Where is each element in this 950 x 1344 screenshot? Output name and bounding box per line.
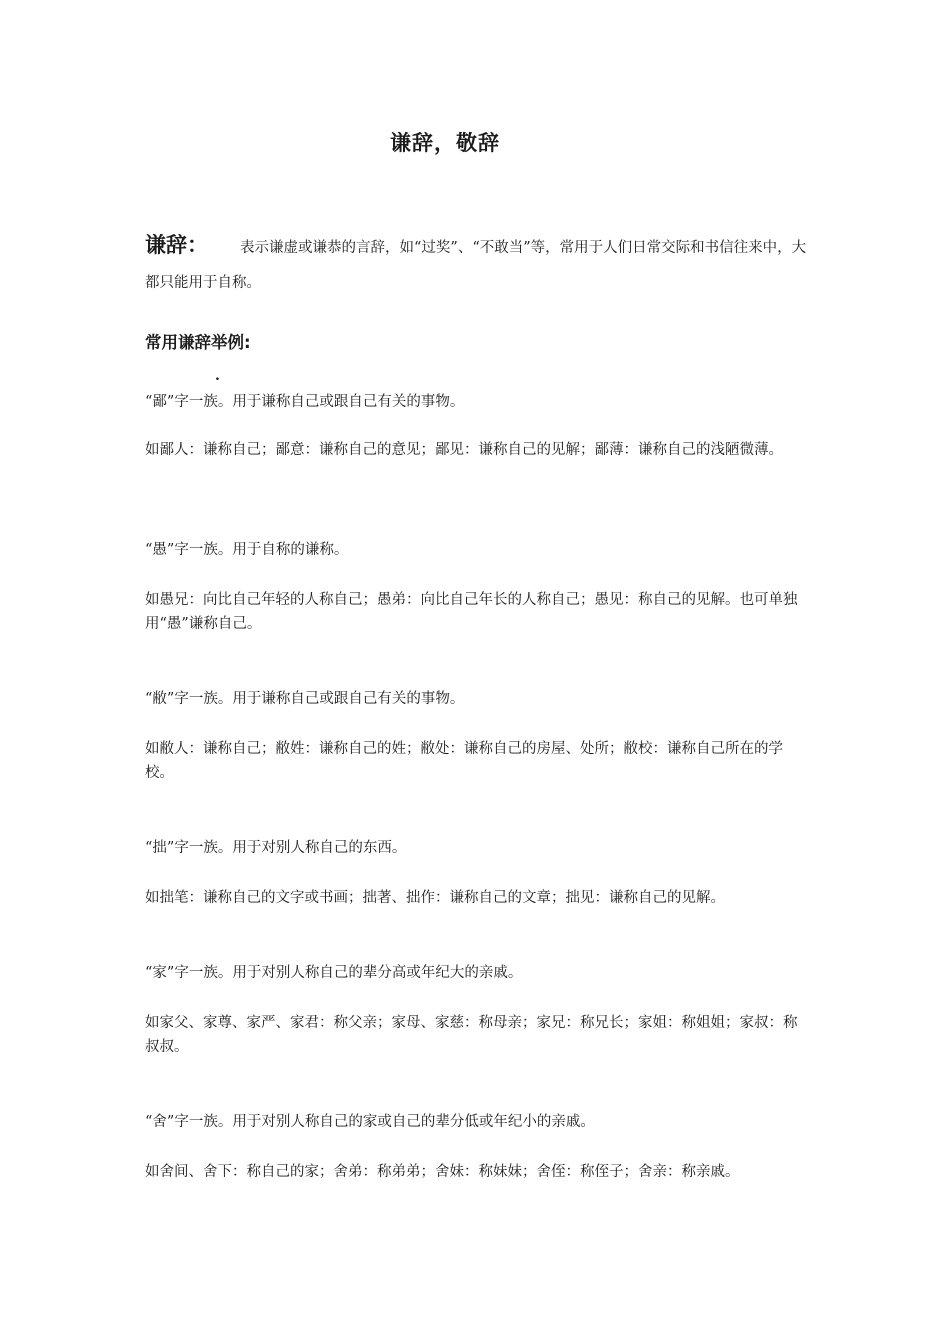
group-examples-she: 如舍间、舍下：称自己的家；舍弟：称弟弟；舍妹：称妹妹；舍侄：称侄子；舍亲：称亲戚。 <box>145 1164 740 1180</box>
group-examples-yu: 如愚兄：向比自己年轻的人称自己；愚弟：向比自己年长的人称自己；愚见：称自己的见解。也可单独用“愚”谦称自己。 <box>145 592 798 632</box>
intro-paragraph <box>145 228 810 301</box>
stray-dot: . <box>215 368 220 384</box>
page-title: 谦辞，敬辞 <box>390 131 500 155</box>
group-examples-zhuo: 如拙笔：谦称自己的文字或书画；拙著、拙作：谦称自己的文章；拙见：谦称自己的见解。 <box>145 890 725 906</box>
group-heading-bi: “鄙”字一族。用于谦称自己或跟自己有关的事物。 <box>145 394 465 410</box>
group-heading-jia: “家”字一族。用于对别人称自己的辈分高或年纪大的亲戚。 <box>145 965 523 981</box>
group-heading-yu: “愚”字一族。用于自称的谦称。 <box>145 542 349 558</box>
group-examples-bi2: 如敝人：谦称自己；敝姓：谦称自己的姓；敝处：谦称自己的房屋、处所；敝校：谦称自己所在的学校。 <box>145 741 783 781</box>
section-heading: 常用谦辞举例: <box>145 333 251 352</box>
intro-text: 表示谦虚或谦恭的言辞，如“过奖”、“不敢当”等，常用于人们日常交际和书信往来中，大都只能用于自称。 <box>145 240 807 291</box>
intro-term: 谦辞： <box>145 233 208 257</box>
group-examples-bi: 如鄙人：谦称自己；鄙意：谦称自己的意见；鄙见：谦称自己的见解；鄙薄：谦称自己的浅陋微薄。 <box>145 442 783 458</box>
group-heading-zhuo: “拙”字一族。用于对别人称自己的东西。 <box>145 840 407 856</box>
group-examples-jia: 如家父、家尊、家严、家君：称父亲；家母、家慈：称母亲；家兄：称兄长；家姐：称姐姐；家叔：称叔叔。 <box>145 1015 798 1055</box>
group-heading-bi2: “敝”字一族。用于谦称自己或跟自己有关的事物。 <box>145 691 465 707</box>
group-heading-she: “舍”字一族。用于对别人称自己的家或自己的辈分低或年纪小的亲戚。 <box>145 1114 595 1130</box>
